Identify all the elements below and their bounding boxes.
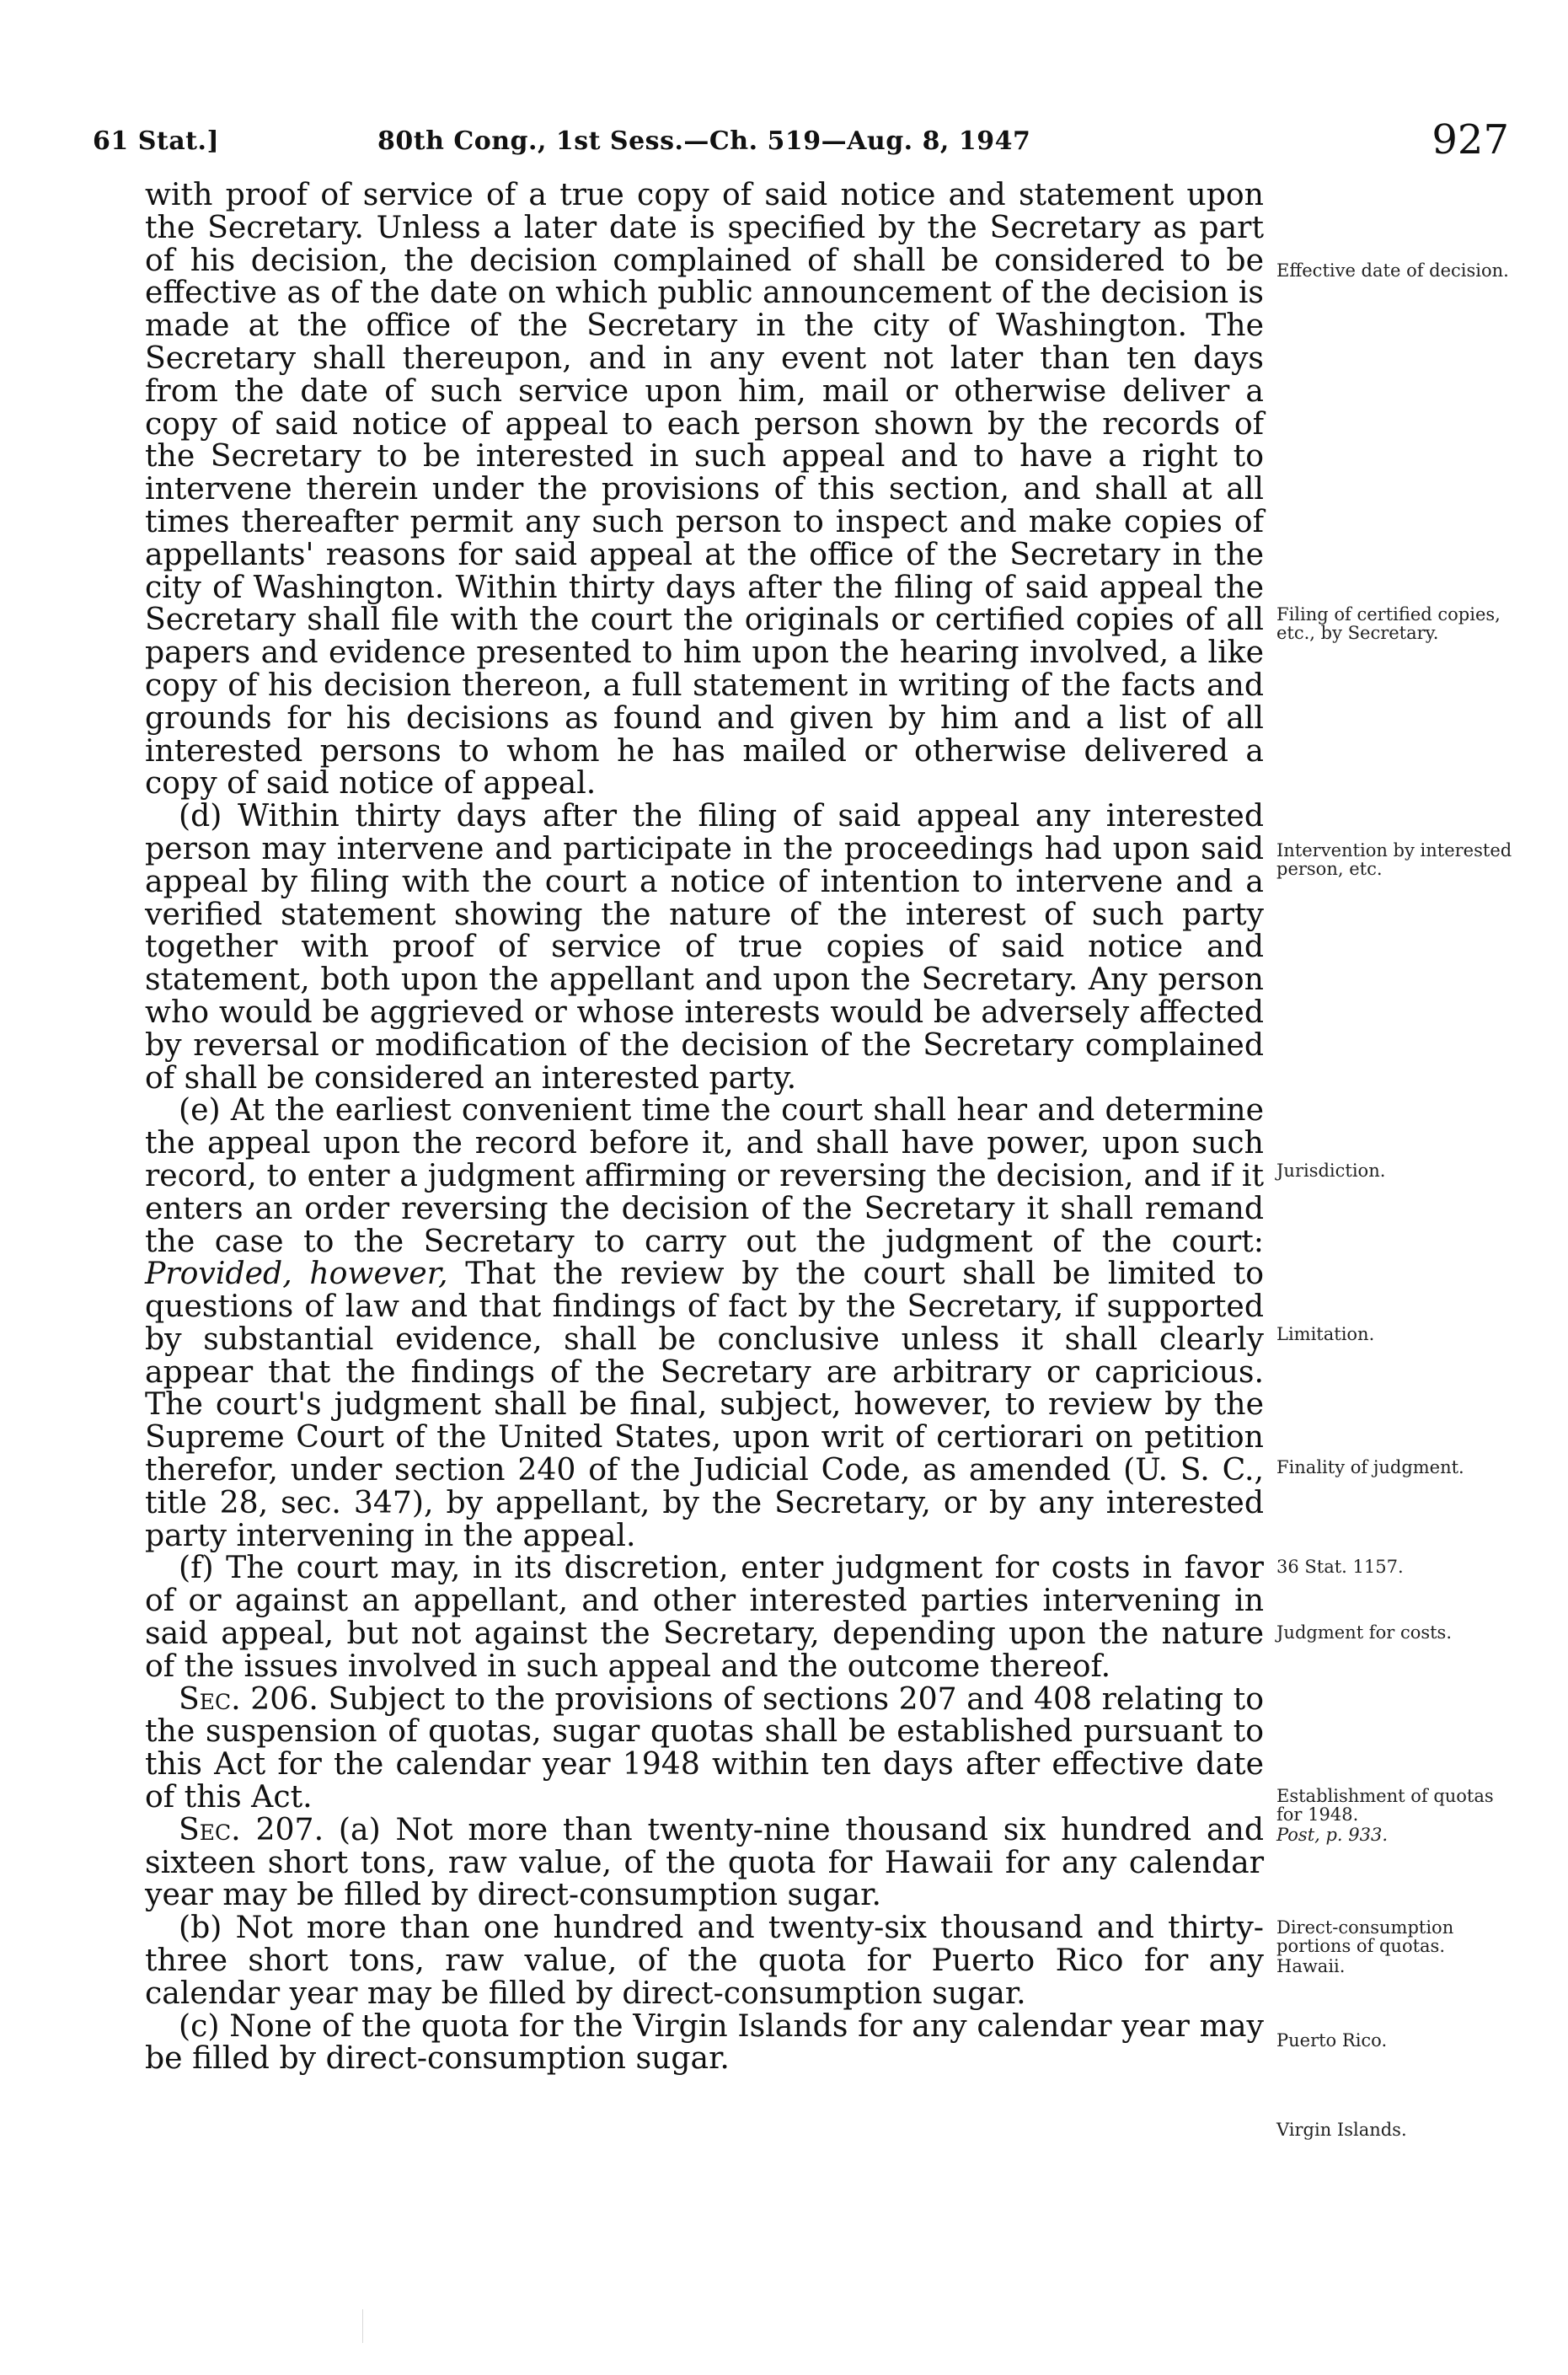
section-207-a-text: (a) Not more than twenty-nine thousand six hundred and sixteen short tons, raw value, of the quota for Hawaii for any calendar year may be filled by direct-consumption sugar.	[145, 1810, 1265, 1913]
margin-note-costs: Judgment for costs.	[1276, 1622, 1453, 1643]
page-number: 927	[1432, 116, 1509, 164]
section-206	[145, 1680, 1264, 1815]
margin-note-filing: Filing of certified copies, etc., by Secretary.	[1276, 604, 1501, 643]
section-206-text: Subject to the provisions of sections 207 and 408 relating to the suspension of quotas, sugar quotas shall be established pursuant to this Act for the calendar year 1948 within ten days after effective date of this Act.	[145, 1680, 1264, 1815]
margin-note-establishment: Establishment of quotas for 1948.	[1276, 1786, 1494, 1825]
proviso-italic: Provided, however,	[145, 1255, 448, 1292]
section-207-b: (b) Not more than one hundred and twenty-six thousand and thirty-three short tons, raw value, of the quota for Puerto Rico for any calendar year may be filled by direct-consumption sugar.	[145, 1909, 1264, 2011]
paragraph-d-intervention: (d) Within thirty days after the filing of said appeal any interested person may intervene and participate in the proceedings had upon said appeal by filing with the court a notice of intention to intervene and a verified statement showing the nature of the interest of such party together with proof of service of true copies of said notice and statement, both upon the appellant and upon the Secretary. Any person who would be aggrieved or whose interests would be adversely affected by reversal or modification of the decision of the Secretary complained of shall be considered an interested party.	[145, 797, 1264, 1096]
paragraph-appeal-service: with proof of service of a true copy of said notice and statement upon the Secretary. Unless a later date is specified by the Secretary as part of his decision, the decision complained of shall be considered to be effective as of the date on which public announcement of the decision is made at the office of the Secretary in the city of Washington. The Secretary shall thereupon, and in any event not later than ten days from the date of such service upon him, mail or otherwise deliver a copy of said notice of appeal to each person shown by the records of the Secretary to be interested in such appeal and to have a right to intervene therein under the provisions of this section, and shall at all times thereafter permit any such person to inspect and make copies of appellants' reasons for said appeal at the office of the Secretary in the city of Washington. Within thirty days after the filing of said appeal the Secretary shall file with the court the originals or certified copies of all papers and evidence presented to him upon the hearing involved, a like copy of his decision thereon, a full statement in writing of the facts and grounds for his decisions as found and given by him and a list of all interested persons to whom he has mailed or otherwise delivered a copy of said notice of appeal.	[145, 176, 1264, 801]
session-chapter-line: 80th Cong., 1st Sess.—Ch. 519—Aug. 8, 1947	[377, 126, 1031, 156]
paragraph-e-part2: That the review by the court shall be limited to questions of law and that findings of fact by the Secretary, if supported by substantial evidence, shall be conclusive unless it shall clearly appear that the findings of the Secretary are arbitrary or capricious. The court's judgment shall be final, subject, however, to review by the Supreme Court of the United States, upon writ of certiorari on petition therefor, under section 240 of the Judicial Code, as amended (U. S. C., title 28, sec. 347), by appellant, by the Secretary, or by any interested party intervening in the appeal.	[145, 1255, 1264, 1553]
margin-note-finality: Finality of judgment.	[1276, 1457, 1464, 1477]
statute-text	[145, 176, 1265, 2077]
margin-note-jurisdiction: Jurisdiction.	[1276, 1161, 1386, 1181]
paragraph-e-part1: (e) At the earliest convenient time the court shall hear and determine the appeal upon the record before it, and shall have power, upon such record, to enter a judgment affirming or reversing the decision, and if it enters an order reversing the decision of the Secretary it shall remand the case to the Secretary to carry out the judgment of the court:	[145, 1091, 1264, 1259]
section-207-c: (c) None of the quota for the Virgin Islands for any calendar year may be filled by direct-consumption sugar.	[145, 2007, 1264, 2077]
margin-note-direct-consumption: Direct-consumption portions of quotas.	[1276, 1917, 1454, 1956]
margin-note-limitation: Limitation.	[1276, 1324, 1375, 1344]
section-206-label: Sec. 206.	[179, 1680, 318, 1717]
margin-note-intervention: Intervention by interested person, etc.	[1276, 840, 1512, 879]
paragraph-e-jurisdiction	[145, 1091, 1264, 1553]
section-207-label: Sec. 207.	[179, 1810, 324, 1847]
section-207-a	[145, 1810, 1265, 1913]
margin-note-virgin-islands: Virgin Islands.	[1276, 2120, 1407, 2140]
volume-citation: 61 Stat.]	[93, 126, 220, 156]
scan-artifact-line	[362, 2309, 363, 2343]
margin-note-post-ref: Post, p. 933.	[1276, 1825, 1389, 1845]
margin-note-hawaii: Hawaii.	[1276, 1956, 1346, 1976]
margin-note-puerto-rico: Puerto Rico.	[1276, 2030, 1388, 2051]
paragraph-f-costs: (f) The court may, in its discretion, enter judgment for costs in favor of or against an appellant, and other interested parties intervening in said appeal, but not against the Secretary, depending upon the nature of the issues involved in such appeal and the outcome thereof.	[145, 1549, 1264, 1684]
page-header	[0, 116, 1568, 175]
margin-note-stat-ref: 36 Stat. 1157.	[1276, 1557, 1404, 1577]
margin-note-effective-date: Effective date of decision.	[1276, 260, 1509, 281]
